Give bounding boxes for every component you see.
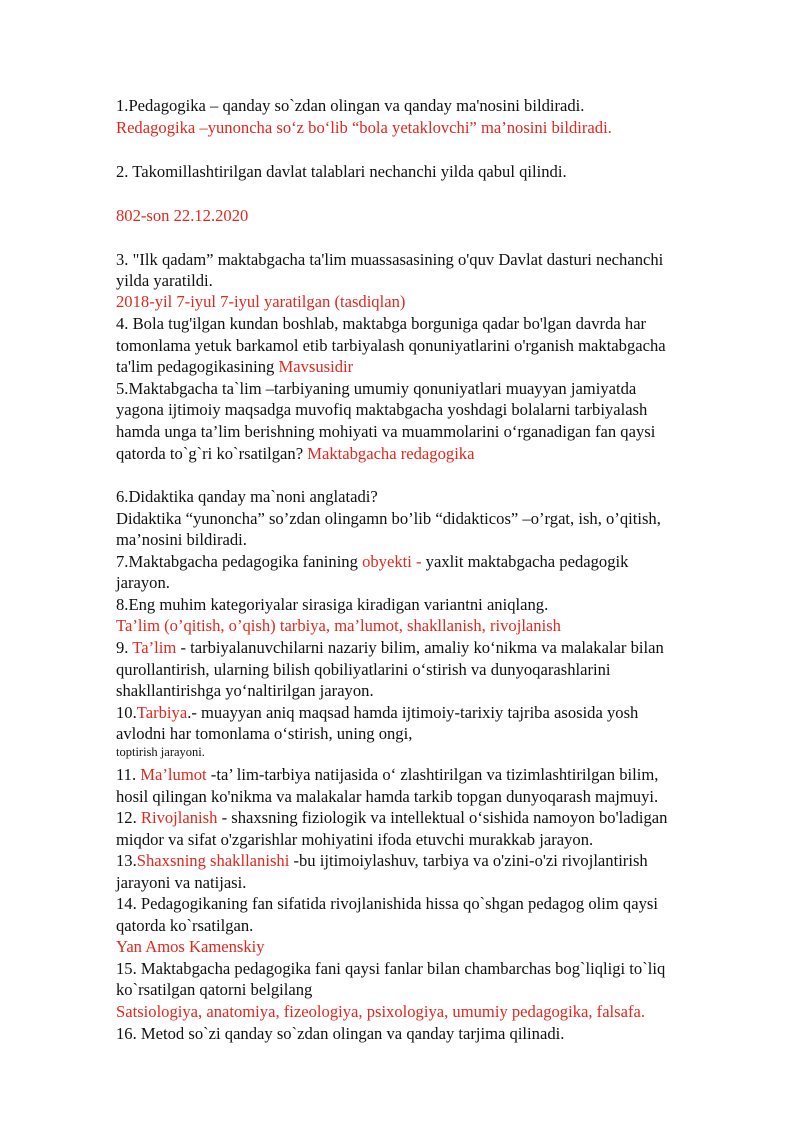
definition-9-post: - tarbiyalanuvchilarni nazariy bilim, amaliy ko‘nikma va malakalar bilan bbox=[176, 638, 664, 657]
definition-11-line-2: hosil qilingan ko'nikma va malakalar hamda tarkib topgan dunyoqarash majmuyi. bbox=[116, 787, 659, 806]
question-7-line-2: jarayon. bbox=[116, 573, 170, 592]
question-16: 16. Metod so`zi qanday so`zdan olingan va qanday tarjima qilinadi. bbox=[116, 1024, 565, 1043]
term-obyekti: obyekti - bbox=[362, 552, 426, 571]
definition-12-post: - shaxsning fiziologik va intellektual o‘sishida namoyon bo'ladigan bbox=[217, 808, 668, 827]
answer-4: Mavsusidir bbox=[278, 357, 354, 376]
question-7-line-1 bbox=[116, 551, 628, 573]
definition-10-line-2: avlodni har tomonlama o‘stirish, uning ongi, bbox=[116, 724, 413, 743]
question-6-line-3: ma’nosini bildiradi. bbox=[116, 530, 247, 549]
term-tarbiya: Tarbiya bbox=[136, 703, 188, 722]
question-1: 1.Pedagogika – qanday so`zdan olingan va qanday ma'nosini bildiradi. bbox=[116, 96, 585, 115]
answer-3: 2018-yil 7-iyul 7-iyul yaratilgan (tasdiqlan) bbox=[116, 292, 406, 311]
definition-10-post: .- muayyan aniq maqsad hamda ijtimoiy-tarixiy tajriba asosida yosh bbox=[187, 703, 639, 722]
answer-2: 802-son 22.12.2020 bbox=[116, 206, 249, 225]
definition-11-line-1 bbox=[116, 764, 658, 786]
definition-12-line-1 bbox=[116, 807, 667, 829]
answer-5: Maktabgacha redagogika bbox=[307, 444, 475, 463]
definition-10-line-3: toptirish jarayoni. bbox=[116, 745, 205, 759]
question-14-line-1: 14. Pedagogikaning fan sifatida rivojlanishida hissa qo`shgan pedagog olim qaysi bbox=[116, 894, 658, 913]
question-5-text: qatorda to`g`ri ko`rsatilgan? bbox=[116, 444, 308, 463]
definition-12-line-2: miqdor va sifat o'zgarishlar mohiyatini ifoda etuvchi murakkab jarayon. bbox=[116, 830, 594, 849]
definition-9-pre: 9. bbox=[116, 638, 133, 657]
question-15-line-2: ko`rsatilgan qatorni belgilang bbox=[116, 980, 313, 999]
question-5-line-4 bbox=[116, 443, 474, 465]
answer-14: Yan Amos Kamenskiy bbox=[116, 937, 265, 956]
term-shaxsning-shakllanishi: Shaxsning shakllanishi bbox=[136, 851, 290, 870]
question-2: 2. Takomillashtirilgan davlat talablari nechanchi yilda qabul qilindi. bbox=[116, 162, 567, 181]
question-7-post: yaxlit maktabgacha pedagogik bbox=[425, 552, 629, 571]
definition-9-line-3: shakllantirishga yo‘naltirilgan jarayon. bbox=[116, 681, 374, 700]
definition-13-post: -bu ijtimoiylashuv, tarbiya va o'zini-o'zi rivojlantirish bbox=[289, 851, 648, 870]
definition-10-line-1 bbox=[116, 702, 638, 724]
question-15-line-1: 15. Maktabgacha pedagogika fani qaysi fanlar bilan chambarchas bog`liqligi to`liq bbox=[116, 959, 666, 978]
question-4-text: ta'lim pedagogikasining bbox=[116, 357, 279, 376]
definition-13-line-1 bbox=[116, 850, 648, 872]
question-7-pre: 7.Maktabgacha pedagogika fanining bbox=[116, 552, 363, 571]
term-rivojlanish: Rivojlanish bbox=[140, 808, 218, 827]
question-3-line-2: yilda yaratildi. bbox=[116, 271, 213, 290]
question-8: 8.Eng muhim kategoriyalar sirasiga kiradigan variantni aniqlang. bbox=[116, 595, 549, 614]
question-4-line-1: 4. Bola tug'ilgan kundan boshlab, maktabga borguniga qadar bo'lgan davrda har bbox=[116, 314, 647, 333]
question-4-line-2: tomonlama yetuk barkamol etib tarbiyalash qonuniyatlarini o'rganish maktabgacha bbox=[116, 336, 666, 355]
question-6-line-2: Didaktika “yunoncha” so’zdan olingamn bo’lib “didakticos” –o’rgat, ish, o’qitish, bbox=[116, 509, 661, 528]
definition-12-pre: 12. bbox=[116, 808, 141, 827]
term-talim: Ta’lim bbox=[132, 638, 177, 657]
definition-13-line-2: jarayoni va natijasi. bbox=[116, 873, 247, 892]
answer-8: Ta’lim (o’qitish, o’qish) tarbiya, ma’lumot, shakllanish, rivojlanish bbox=[116, 616, 561, 635]
definition-11-post: -ta’ lim-tarbiya natijasida o‘ zlashtirilgan va tizimlashtirilgan bilim, bbox=[206, 765, 659, 784]
question-14-line-2: qatorda ko`rsatilgan. bbox=[116, 916, 254, 935]
question-5-line-3: hamda unga ta’lim berishning mohiyati va muammolarini o‘rganadigan fan qaysi bbox=[116, 422, 656, 441]
question-6-line-1: 6.Didaktika qanday ma`noni anglatadi? bbox=[116, 487, 378, 506]
question-5-line-1: 5.Maktabgacha ta`lim –tarbiyaning umumiy qonuniyatlari muayyan jamiyatda bbox=[116, 379, 637, 398]
answer-1: Redagogika –yunoncha so‘z bo‘lib “bola yetaklovchi” ma’nosini bildiradi. bbox=[116, 118, 612, 137]
definition-9-line-2: qurollantirish, ularning bilish qobiliyatlarini o‘stirish va dunyoqarashlarini bbox=[116, 660, 611, 679]
question-4-line-3 bbox=[116, 356, 353, 378]
definition-13-pre: 13. bbox=[116, 851, 137, 870]
definition-10-pre: 10. bbox=[116, 703, 137, 722]
answer-15: Satsiologiya, anatomiya, fizeologiya, psixologiya, umumiy pedagogika, falsafa. bbox=[116, 1002, 646, 1021]
definition-9-line-1 bbox=[116, 637, 664, 659]
question-5-line-2: yagona ijtimoiy maqsadga muvofiq maktabgacha yoshdagi bolalarni tarbiyalash bbox=[116, 400, 648, 419]
definition-11-pre: 11. bbox=[116, 765, 141, 784]
term-malumot: Ma’lumot bbox=[140, 765, 207, 784]
question-3-line-1: 3. "Ilk qadam” maktabgacha ta'lim muassasasining o'quv Davlat dasturi nechanchi bbox=[116, 250, 664, 269]
